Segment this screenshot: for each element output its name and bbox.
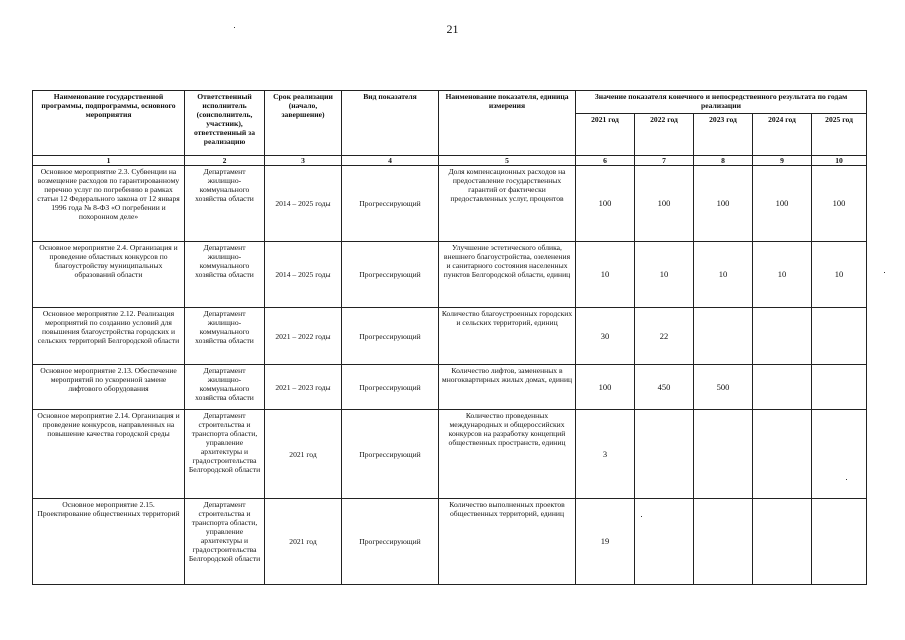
scan-speck <box>234 27 235 28</box>
period-cell: 2021 – 2023 годы <box>265 365 342 410</box>
scan-speck <box>884 272 885 273</box>
table-row <box>33 410 867 499</box>
column-number: 9 <box>753 156 812 166</box>
program-cell: Основное мероприятие 2.4. Организация и проведение областных конкурсов по благоустройству муниципальных образований области <box>33 242 185 308</box>
executor-cell: Департамент строительства и транспорта области, управление архитектуры и градостроительства Белгородской области <box>185 410 265 499</box>
column-number: 2 <box>185 156 265 166</box>
executor-cell: Департамент жилищно-коммунального хозяйства области <box>185 166 265 242</box>
indicator-name-cell: Количество проведенных международных и общероссийских конкурсов на разработку концепций общественных пространств, единиц <box>439 410 576 499</box>
value-cell: 100 <box>812 166 867 242</box>
table-row <box>33 499 867 585</box>
indicator-type-cell: Прогрессирующий <box>342 410 439 499</box>
column-number: 4 <box>342 156 439 166</box>
year-header: 2025 год <box>812 114 867 156</box>
program-cell: Основное мероприятие 2.12. Реализация мероприятий по созданию условий для повышения благоустройства городских и сельских территорий Белгородской области <box>33 308 185 365</box>
column-number: 1 <box>33 156 185 166</box>
value-cell <box>635 499 694 585</box>
indicator-name-cell: Количество выполненных проектов общественных территорий, единиц <box>439 499 576 585</box>
indicator-name-cell: Улучшение эстетического облика, внешнего благоустройства, озеленения и санитарного состояния населенных пунктов Белгородской области, единиц <box>439 242 576 308</box>
column-number: 3 <box>265 156 342 166</box>
period-cell: 2021 – 2022 годы <box>265 308 342 365</box>
column-number: 8 <box>694 156 753 166</box>
indicator-name-cell: Количество благоустроенных городских и сельских территорий, единиц <box>439 308 576 365</box>
indicator-type-cell: Прогрессирующий <box>342 166 439 242</box>
column-number: 10 <box>812 156 867 166</box>
col-indicator-name-header: Наименование показателя, единица измерения <box>439 91 576 156</box>
value-cell: 30 <box>576 308 635 365</box>
value-cell <box>635 410 694 499</box>
period-cell: 2021 год <box>265 410 342 499</box>
executor-cell: Департамент жилищно-коммунального хозяйства области <box>185 365 265 410</box>
value-cell: 10 <box>635 242 694 308</box>
scan-speck <box>641 516 642 517</box>
year-header: 2023 год <box>694 114 753 156</box>
value-cell <box>812 308 867 365</box>
col-values-header: Значение показателя конечного и непосредственного результата по годам реализации <box>576 91 867 114</box>
value-cell <box>812 410 867 499</box>
year-header: 2022 год <box>635 114 694 156</box>
value-cell: 100 <box>635 166 694 242</box>
table-row <box>33 308 867 365</box>
value-cell: 22 <box>635 308 694 365</box>
col-indicator-type-header: Вид показателя <box>342 91 439 156</box>
value-cell <box>753 308 812 365</box>
value-cell: 10 <box>576 242 635 308</box>
value-cell <box>694 499 753 585</box>
executor-cell: Департамент строительства и транспорта области, управление архитектуры и градостроительства Белгородской области <box>185 499 265 585</box>
column-number: 6 <box>576 156 635 166</box>
table-row <box>33 242 867 308</box>
value-cell: 10 <box>753 242 812 308</box>
value-cell: 10 <box>694 242 753 308</box>
value-cell <box>753 410 812 499</box>
column-number: 5 <box>439 156 576 166</box>
executor-cell: Департамент жилищно-коммунального хозяйства области <box>185 308 265 365</box>
col-program-header: Наименование государственной программы, подпрограммы, основного мероприятия <box>33 91 185 156</box>
table-row <box>33 166 867 242</box>
value-cell <box>753 499 812 585</box>
value-cell <box>694 410 753 499</box>
col-executor-header: Ответственный исполнитель (соисполнитель, участник), ответственный за реализацию <box>185 91 265 156</box>
value-cell: 500 <box>694 365 753 410</box>
period-cell: 2014 – 2025 годы <box>265 166 342 242</box>
period-cell: 2014 – 2025 годы <box>265 242 342 308</box>
indicators-table <box>32 90 867 585</box>
value-cell: 10 <box>812 242 867 308</box>
value-cell <box>753 365 812 410</box>
value-cell: 3 <box>576 410 635 499</box>
year-header: 2024 год <box>753 114 812 156</box>
program-cell: Основное мероприятие 2.13. Обеспечение мероприятий по ускоренной замене лифтового оборудования <box>33 365 185 410</box>
value-cell <box>812 499 867 585</box>
program-cell: Основное мероприятие 2.3. Субвенции на возмещение расходов по гарантированному перечню услуг по погребению в рамках статьи 12 Федерального закона от 12 января 1996 года № 8-ФЗ «О погребении и похоронном деле» <box>33 166 185 242</box>
header-row <box>33 91 867 114</box>
value-cell <box>694 308 753 365</box>
scan-speck <box>846 479 847 480</box>
value-cell: 450 <box>635 365 694 410</box>
value-cell: 100 <box>576 365 635 410</box>
column-numbers-row <box>33 156 867 166</box>
program-cell: Основное мероприятие 2.15. Проектирование общественных территорий <box>33 499 185 585</box>
col-period-header: Срок реализации (начало, завершение) <box>265 91 342 156</box>
indicator-type-cell: Прогрессирующий <box>342 365 439 410</box>
indicator-type-cell: Прогрессирующий <box>342 308 439 365</box>
value-cell: 19 <box>576 499 635 585</box>
page-number: 21 <box>446 22 459 36</box>
column-number: 7 <box>635 156 694 166</box>
value-cell: 100 <box>694 166 753 242</box>
indicator-name-cell: Количество лифтов, замененных в многоквартирных жилых домах, единиц <box>439 365 576 410</box>
program-cell: Основное мероприятие 2.14. Организация и проведение конкурсов, направленных на повышение качества городской среды <box>33 410 185 499</box>
value-cell: 100 <box>576 166 635 242</box>
period-cell: 2021 год <box>265 499 342 585</box>
executor-cell: Департамент жилищно-коммунального хозяйства области <box>185 242 265 308</box>
value-cell <box>812 365 867 410</box>
indicator-type-cell: Прогрессирующий <box>342 242 439 308</box>
table-row <box>33 365 867 410</box>
year-header: 2021 год <box>576 114 635 156</box>
indicator-type-cell: Прогрессирующий <box>342 499 439 585</box>
value-cell: 100 <box>753 166 812 242</box>
indicator-name-cell: Доля компенсационных расходов на предоставление государственных гарантий от фактически предоставленных услуг, процентов <box>439 166 576 242</box>
